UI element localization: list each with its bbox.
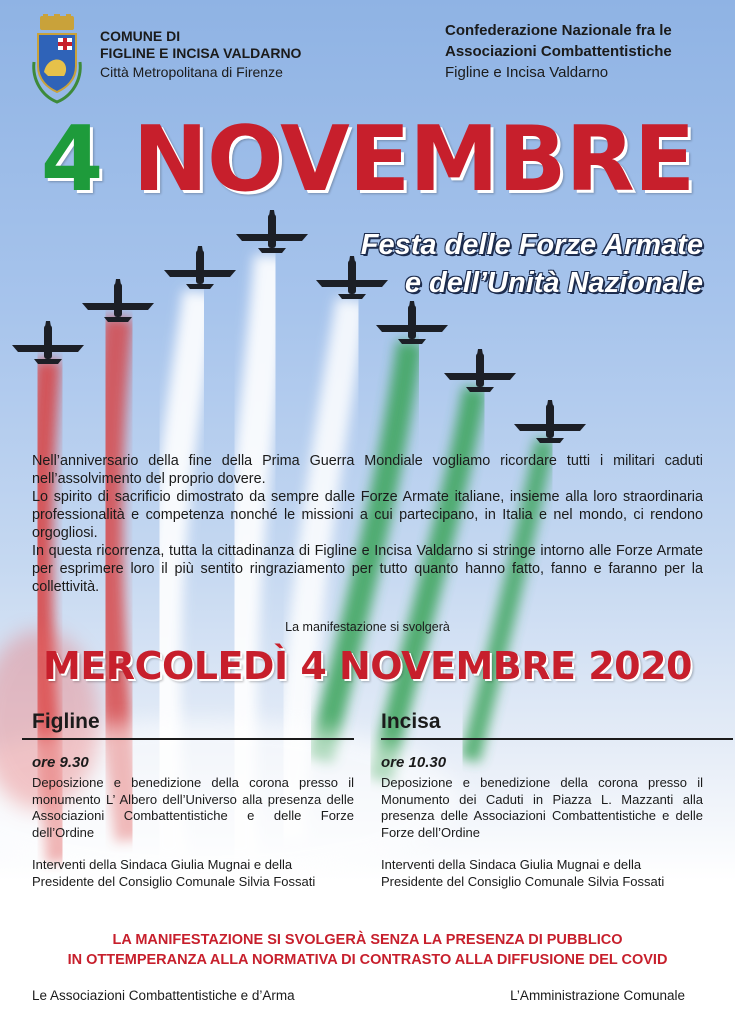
figline-interventi: Interventi della Sindaca Giulia Mugnai e della Presidente del Consiglio Comunale Silvia Fossati (32, 857, 316, 889)
figline-column (32, 708, 354, 890)
municipal-crest-icon (28, 14, 86, 106)
notice-line1: LA MANIFESTAZIONE SI SVOLGERÀ SENZA LA PRESENZA DI PUBBLICO (112, 932, 623, 948)
plane-1 (12, 321, 84, 364)
footer-amministrazione: L’Amministrazione Comunale (510, 988, 685, 1003)
incisa-interventi: Interventi della Sindaca Giulia Mugnai e della Presidente del Consiglio Comunale Silvia Fossati (381, 857, 665, 889)
incisa-heading: Incisa (381, 710, 441, 733)
plane-2 (82, 279, 154, 322)
comune-name-line2: FIGLINE E INCISA VALDARNO (100, 45, 302, 61)
conf-line3: Figline e Incisa Valdarno (445, 64, 609, 81)
comune-name (100, 28, 301, 62)
main-title (0, 107, 735, 212)
plane-4 (236, 210, 308, 253)
event-date: MERCOLEDÌ 4 NOVEMBRE 2020 (43, 644, 692, 688)
notice-line2: IN OTTEMPERANZA ALLA NORMATIVA DI CONTRASTO ALLA DIFFUSIONE DEL COVID (67, 952, 668, 968)
title-word: NOVEMBRE (132, 107, 695, 212)
title-number: 4 (40, 107, 103, 212)
body-paragraph-3: In questa ricorrenza, tutta la cittadinanza di Figline e Incisa Valdarno si stringe intorno alle Forze Armate per esprimere loro il più sentito ringraziamento per tutto quanto hanno fatto, fanno e faranno per la collettività. (32, 543, 703, 595)
covid-notice (0, 930, 735, 970)
body-paragraph-2: Lo spirito di sacrificio dimostrato da sempre dalle Forze Armate italiane, insieme alla loro straordinaria professionalità e competenza nonché le missioni a cui partecipano, in Italia e nel mondo, ci rendono orgogliosi. (32, 489, 703, 541)
incisa-time: ore 10.30 (381, 754, 447, 771)
subtitle-line2: e dell’Unità Nazionale (404, 267, 703, 299)
conf-line1: Confederazione Nazionale fra le (445, 22, 672, 39)
confederazione-block (445, 20, 705, 83)
figline-heading: Figline (32, 710, 100, 733)
footer-associazioni: Le Associazioni Combattentistiche e d’Arma (32, 988, 295, 1003)
incisa-divider (381, 738, 733, 740)
comune-name-line1: COMUNE DI (100, 28, 181, 44)
comune-subtitle: Città Metropolitana di Firenze (100, 64, 283, 80)
subtitle (361, 226, 703, 302)
event-intro: La manifestazione si svolgerà (285, 620, 450, 634)
figline-time: ore 9.30 (32, 754, 89, 771)
conf-line2: Associazioni Combattentistiche (445, 43, 672, 60)
plane-3 (164, 246, 236, 289)
figline-divider (22, 738, 354, 740)
incisa-column (381, 708, 703, 890)
plane-6 (376, 301, 448, 344)
subtitle-line1: Festa delle Forze Armate (360, 229, 703, 261)
body-text (32, 452, 703, 596)
plane-7 (444, 349, 516, 392)
plane-8 (514, 400, 586, 443)
body-paragraph-1: Nell’anniversario della fine della Prima Guerra Mondiale vogliamo ricordare tutti i militari caduti nell’assolvimento del proprio dovere. (32, 453, 703, 487)
figline-description: Deposizione e benedizione della corona presso il monumento L’ Albero dell’Universo alla presenza delle Associazioni Combattentistiche e delle Forze dell’Ordine (32, 775, 354, 840)
incisa-description: Deposizione e benedizione della corona presso il Monumento dei Caduti in Piazza L. Mazzanti alla presenza delle Associazioni Combattentistiche e delle Forze dell’Ordine (381, 775, 703, 840)
